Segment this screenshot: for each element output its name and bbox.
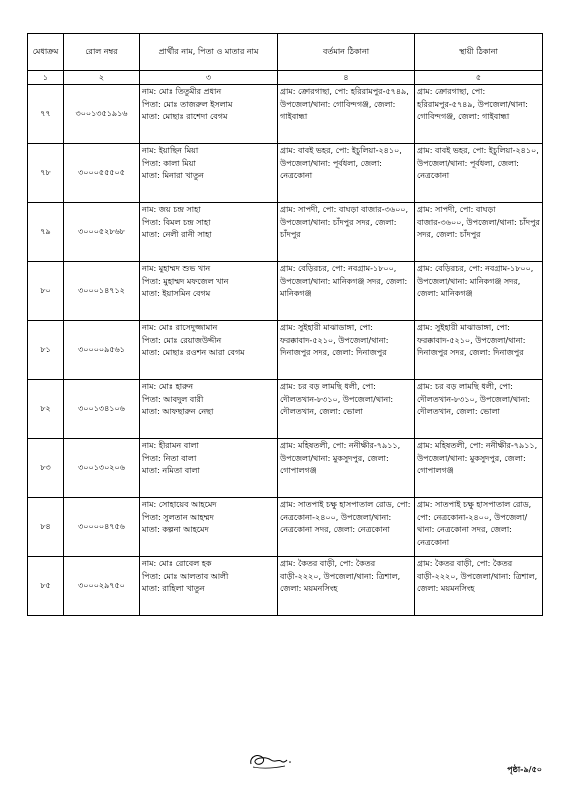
column-number-row — [28, 71, 543, 85]
father-name: পিতা: আবদুল বারী — [142, 394, 204, 404]
header-present-address: বর্তমান ঠিকানা — [278, 34, 415, 71]
candidate-name: নাম: মোঃ হারুন — [142, 382, 194, 391]
permanent-address: গ্রাম: চর বড় লামছি ধলী, পো: দৌলতখান-৮৩১০, উপজেলা/থানা: দৌলতখান, জেলা: ভোলা — [417, 382, 531, 416]
signature-mark — [245, 750, 295, 772]
mother-name: মাতা: নমিতা বালা — [142, 466, 200, 475]
present-address-cell — [278, 380, 415, 439]
table-row — [28, 380, 543, 439]
serial-cell: ৮৪ — [28, 498, 64, 557]
header-name: প্রার্থীর নাম, পিতা ও মাতার নাম — [140, 34, 278, 71]
roll-cell: ৩০০১৩৫১৯১৬ — [64, 85, 140, 144]
mother-name: মাতা: কল্পনা আহমেদ — [142, 525, 209, 534]
candidate-name: নাম: মোঃ রাসেদুজ্জামান — [142, 323, 218, 332]
serial-cell: ৮০ — [28, 262, 64, 321]
candidate-name: নাম: হীরামন বালা — [142, 441, 199, 450]
table-row — [28, 144, 543, 203]
permanent-address: গ্রাম: মহিষতলী, পো: ননীক্ষীর-৭৯১১, উপজেলা/থানা: মুকসুদপুর, জেলা: গোপালগঞ্জ — [417, 441, 538, 475]
table-row — [28, 321, 543, 380]
candidate-name: নাম: ইয়াছিন মিয়া — [142, 146, 199, 155]
roll-cell: ৩০০০১৪৭১২ — [64, 262, 140, 321]
permanent-address-cell — [415, 203, 543, 262]
present-address-cell — [278, 262, 415, 321]
serial-cell: ৭৮ — [28, 144, 64, 203]
candidate-name: নাম: মোঃ তিতুমীর প্রধান — [142, 87, 222, 96]
name-cell — [140, 439, 278, 498]
present-address-cell — [278, 557, 415, 616]
name-cell — [140, 262, 278, 321]
serial-cell: ৭৯ — [28, 203, 64, 262]
table-row — [28, 498, 543, 557]
present-address: গ্রাম: মহিষতলী, পো: ননীক্ষীর-৭৯১১, উপজেলা/থানা: মুকসুদপুর, জেলা: গোপালগঞ্জ — [280, 441, 401, 475]
name-cell — [140, 557, 278, 616]
mother-name: মাতা: মোছাঃ রাশেদা বেগম — [142, 112, 228, 121]
father-name: পিতা: মোঃ তাজরুল ইসলাম — [142, 99, 233, 109]
header-row — [28, 34, 543, 71]
serial-cell: ৮৩ — [28, 439, 64, 498]
roll-cell: ৩০০০৫৫৫০৫ — [64, 144, 140, 203]
permanent-address-cell — [415, 557, 543, 616]
permanent-address: গ্রাম: ক্রোরগাছা, পো: হরিরামপুর-৫৭৪৯, উপজেলা/থানা: গোবিন্দগঞ্জ, জেলা: গাইবান্ধা — [417, 87, 528, 121]
permanent-address-cell — [415, 262, 543, 321]
name-cell — [140, 498, 278, 557]
table-row — [28, 439, 543, 498]
name-cell — [140, 380, 278, 439]
present-address: গ্রাম: সাপদী, পো: বাঘড়া বাজার-৩৬০০, উপজেলা/থানা: চাঁদপুর সদর, জেলা: চাঁদপুর — [280, 205, 409, 239]
permanent-address-cell — [415, 144, 543, 203]
father-name: পিতা: সুলতান আহম্মদ — [142, 512, 214, 522]
table-row — [28, 557, 543, 616]
roll-cell: ৩০০১৩০২০৬ — [64, 439, 140, 498]
column-number: ৩ — [140, 71, 278, 85]
present-address: গ্রাম: চর বড় লামছি ধলী, পো: দৌলতখান-৮৩১০, উপজেলা/থানা: দৌলতখান, জেলা: ভোলা — [280, 382, 394, 416]
present-address-cell — [278, 85, 415, 144]
mother-name: মাতা: মিনারা খাতুন — [142, 171, 204, 180]
permanent-address: গ্রাম: সাপদী, পো: বাঘড়া বাজার-৩৬০০, উপজেলা/থানা: চাঁদপুর সদর, জেলা: চাঁদপুর — [417, 205, 540, 239]
permanent-address: গ্রাম: বেড়িরচর, পো: নবগ্রাম-১৮০০, উপজেলা/থানা: মানিকগঞ্জ সদর, জেলা: মানিকগঞ্জ — [417, 264, 534, 298]
candidate-name: নাম: মোঃ রোবেল হক — [142, 559, 212, 568]
page-number: পৃষ্ঠা-৯/৫০ — [507, 765, 542, 774]
column-number: ২ — [64, 71, 140, 85]
candidate-table — [27, 33, 543, 616]
roll-cell: ৩০০১৩৪১০৬ — [64, 380, 140, 439]
present-address: গ্রাম: কৈতর বাড়ী, পো: কৈতর বাড়ী-২২২০, উপজেলা/থানা: ত্রিশাল, জেলা: ময়মনসিংহ — [280, 559, 401, 593]
present-address: গ্রাম: বাবই ভহর, পো: ইচুলিয়া-২৪১০, উপজেলা/থানা: পূর্বধলা, জেলা: নেত্রকোনা — [280, 146, 402, 180]
header-serial: মেধাক্রম — [28, 34, 64, 71]
father-name: পিতা: মোঃ রেয়াজউদ্দীন — [142, 335, 222, 345]
candidate-name: নাম: সোহায়েব আহমেদ — [142, 500, 217, 509]
header-roll: রোল নম্বর — [64, 34, 140, 71]
mother-name: মাতা: মোছাঃ রওশন আরা বেগম — [142, 348, 245, 357]
present-address: গ্রাম: ক্রোরগাছা, পো: হরিরামপুর-৫৭৪৯, উপজেলা/থানা: গোবিন্দগঞ্জ, জেলা: গাইবান্ধা — [280, 87, 409, 121]
present-address-cell — [278, 321, 415, 380]
permanent-address: গ্রাম: সুইহারী মাঝাডাঙ্গা, পো: ফরক্কাবাদ-৫২১০, উপজেলা/থানা: দিনাজপুর সদর, জেলা: দিনাজপুর — [417, 323, 526, 357]
table-row — [28, 203, 543, 262]
present-address: গ্রাম: সুইহারী মাঝাডাঙ্গা, পো: ফরক্কাবাদ-৫২১০, উপজেলা/থানা: দিনাজপুর সদর, জেলা: দিনাজপুর — [280, 323, 389, 357]
candidate-name: নাম: জয় চন্দ্র সাহা — [142, 205, 201, 214]
present-address-cell — [278, 203, 415, 262]
permanent-address-cell — [415, 85, 543, 144]
mother-name: মাতা: রাহিলা খাতুন — [142, 584, 205, 593]
column-number: ১ — [28, 71, 64, 85]
father-name: পিতা: মোঃ আলতাব আলী — [142, 571, 229, 581]
father-name: পিতা: মুহাম্মদ মফজেল খান — [142, 276, 229, 286]
name-cell — [140, 321, 278, 380]
table-row — [28, 262, 543, 321]
table-row — [28, 85, 543, 144]
roll-cell: ৩০০০৫২৮৬৮ — [64, 203, 140, 262]
name-cell — [140, 85, 278, 144]
mother-name: মাতা: নেলী রানী সাহা — [142, 230, 212, 239]
permanent-address: গ্রাম: বাবই ভহর, পো: ইচুলিয়া-২৪১০, উপজেলা/থানা: পূর্বধলা, জেলা: নেত্রকোনা — [417, 146, 539, 180]
serial-cell: ৭৭ — [28, 85, 64, 144]
permanent-address-cell — [415, 380, 543, 439]
name-cell — [140, 203, 278, 262]
candidate-name: নাম: মুহাম্মদ শুভ খান — [142, 264, 211, 273]
roll-cell: ৩০০০০৪৭৫৬ — [64, 498, 140, 557]
mother-name: মাতা: আফছারুন নেছা — [142, 407, 214, 416]
serial-cell: ৮৫ — [28, 557, 64, 616]
present-address: গ্রাম: সাতপাই চক্ষু হাসপাতাল রোড, পো: নেত্রকোনা-২৪০০, উপজেলা/থানা: নেত্রকোনা সদর, জেলা: নেত্রকোনা — [280, 500, 411, 534]
present-address-cell — [278, 144, 415, 203]
column-number: ৫ — [415, 71, 543, 85]
father-name: পিতা: নিতা বালা — [142, 453, 197, 463]
name-cell — [140, 144, 278, 203]
permanent-address: গ্রাম: কৈতর বাড়ী, পো: কৈতর বাড়ী-২২২০, উপজেলা/থানা: ত্রিশাল, জেলা: ময়মনসিংহ — [417, 559, 538, 593]
permanent-address-cell — [415, 439, 543, 498]
serial-cell: ৮১ — [28, 321, 64, 380]
mother-name: মাতা: ইয়াসমিন বেগম — [142, 289, 211, 298]
present-address-cell — [278, 439, 415, 498]
serial-cell: ৮২ — [28, 380, 64, 439]
present-address: গ্রাম: বেড়িরচর, পো: নবগ্রাম-১৮০০, উপজেলা/থানা: মানিকগঞ্জ সদর, জেলা: মানিকগঞ্জ — [280, 264, 408, 298]
column-number: ৪ — [278, 71, 415, 85]
father-name: পিতা: কালা মিয়া — [142, 158, 196, 168]
permanent-address: গ্রাম: সাতপাই চক্ষু হাসপাতাল রোড, পো: নেত্রকোনা-২৪০০, উপজেলা/থানা: নেত্রকোনা সদর, জেলা: নেত্রকোনা — [417, 500, 532, 547]
father-name: পিতা: বিমল চন্দ্র সাহা — [142, 217, 211, 227]
roll-cell: ৩০০০২৯৭৫০ — [64, 557, 140, 616]
permanent-address-cell — [415, 321, 543, 380]
header-permanent-address: স্থায়ী ঠিকানা — [415, 34, 543, 71]
present-address-cell — [278, 498, 415, 557]
roll-cell: ৩০০০০৯৫৬১ — [64, 321, 140, 380]
permanent-address-cell — [415, 498, 543, 557]
